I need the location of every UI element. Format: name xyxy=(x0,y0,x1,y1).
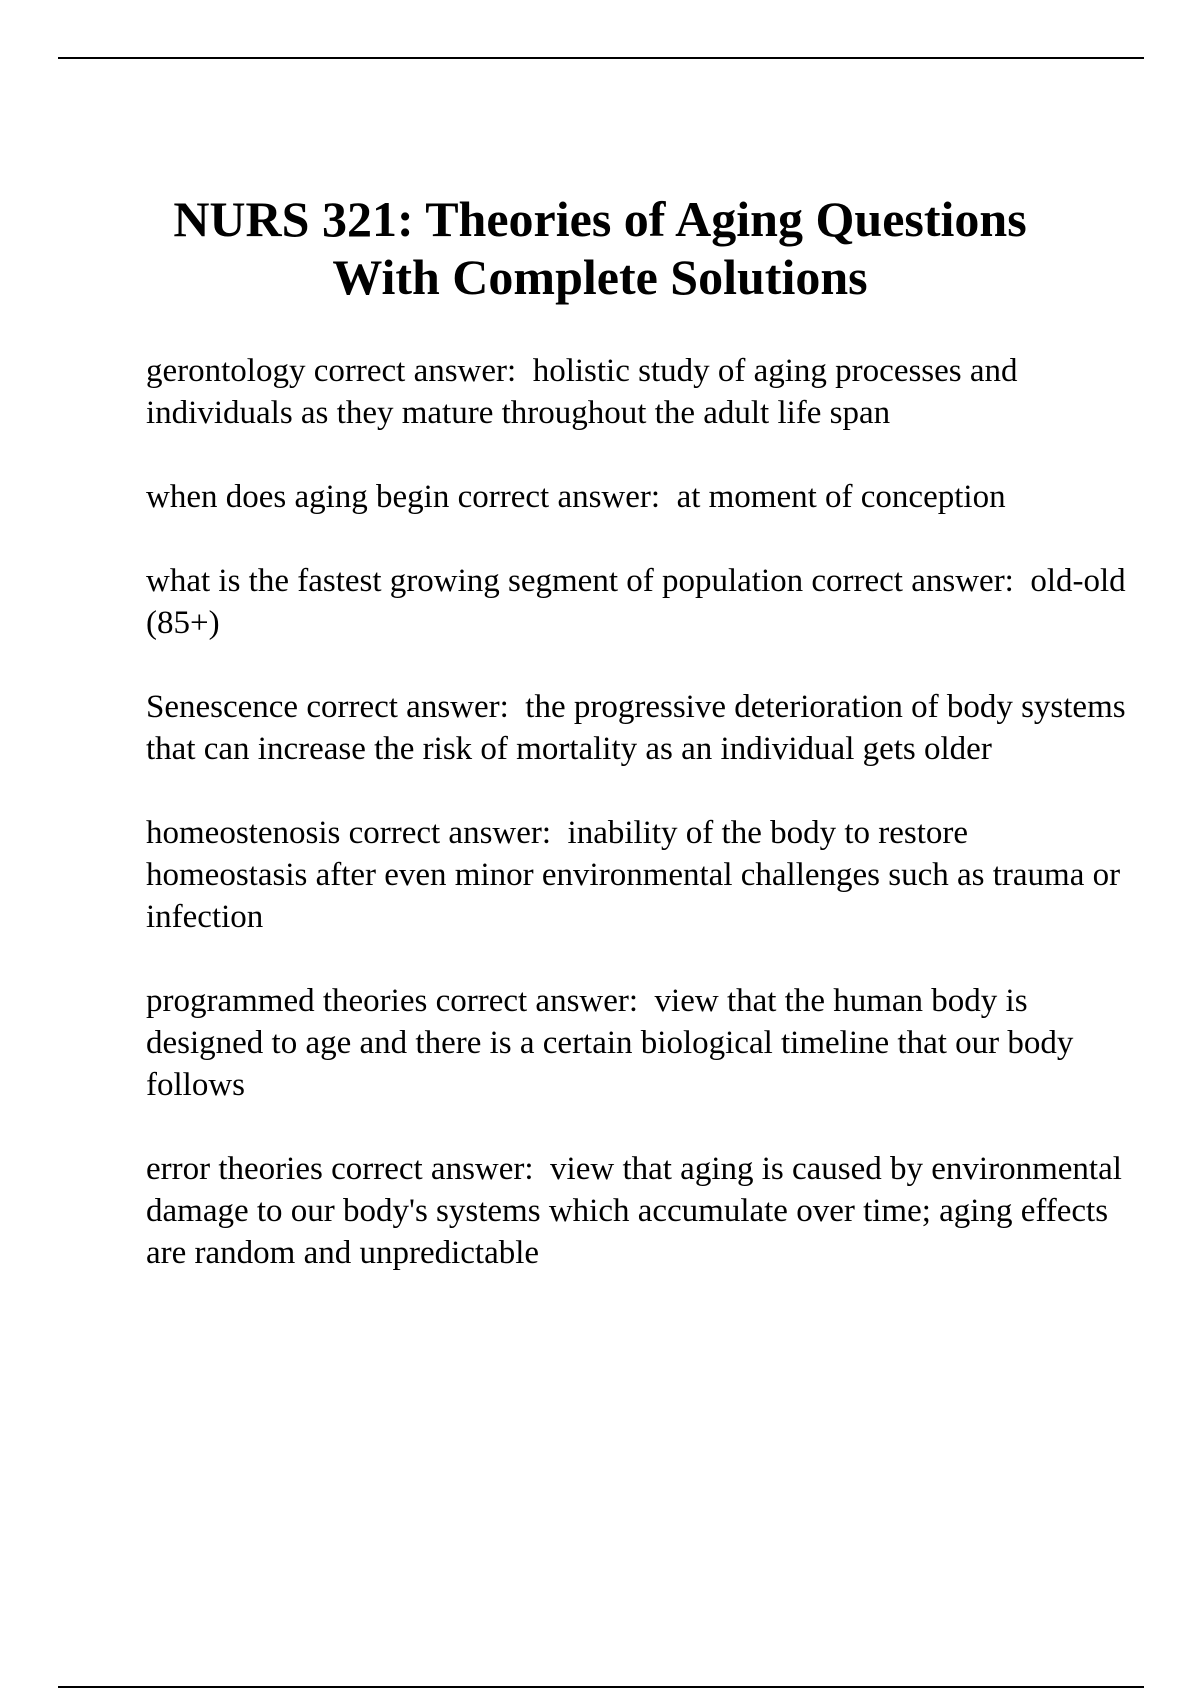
qa-label: correct answer: xyxy=(803,563,1031,599)
title-line-1: NURS 321: Theories of Aging Questions xyxy=(173,191,1027,247)
page-title xyxy=(100,190,1100,306)
qa-item xyxy=(146,686,1134,770)
qa-term: error theories xyxy=(146,1151,323,1187)
qa-term: homeostenosis xyxy=(146,815,341,851)
qa-answer: at moment of conception xyxy=(676,479,1006,515)
qa-label: correct answer: xyxy=(427,983,655,1019)
qa-label: correct answer: xyxy=(322,1151,551,1187)
top-rule xyxy=(58,57,1144,59)
qa-term: what is the fastest growing segment of population xyxy=(146,563,804,599)
qa-term: when does aging begin xyxy=(146,479,450,515)
qa-term: Senescence xyxy=(146,689,299,725)
qa-item xyxy=(146,812,1129,938)
qa-answer: inability of the body to restore homeostasis after even minor environmental challenges such as trauma or infection xyxy=(146,815,1129,935)
qa-term: programmed theories xyxy=(146,983,428,1019)
qa-item xyxy=(146,476,1126,518)
bottom-rule xyxy=(58,1686,1144,1688)
qa-answer: holistic study of aging processes and individuals as they mature throughout the adult life span xyxy=(146,353,1026,431)
qa-label: correct answer: xyxy=(340,815,568,851)
qa-item xyxy=(146,980,1126,1106)
qa-label: correct answer: xyxy=(305,353,533,389)
qa-label: correct answer: xyxy=(298,689,526,725)
qa-item xyxy=(146,1148,1131,1274)
title-line-2: With Complete Solutions xyxy=(332,249,868,305)
qa-answer: old-old (85+) xyxy=(146,563,1134,641)
qa-answer: the progressive deterioration of body systems that can increase the risk of mortality as an individual gets older xyxy=(146,689,1134,767)
qa-answer: view that aging is caused by environmental damage to our body's systems which accumulate over time; aging effects are random and unpredictable xyxy=(146,1151,1131,1271)
qa-answer: view that the human body is designed to age and there is a certain biological timeline that our body follows xyxy=(146,983,1082,1103)
qa-term: gerontology xyxy=(146,353,306,389)
qa-label: correct answer: xyxy=(449,479,677,515)
qa-list xyxy=(146,350,1134,1316)
qa-item xyxy=(146,560,1134,644)
qa-item xyxy=(146,350,1126,434)
